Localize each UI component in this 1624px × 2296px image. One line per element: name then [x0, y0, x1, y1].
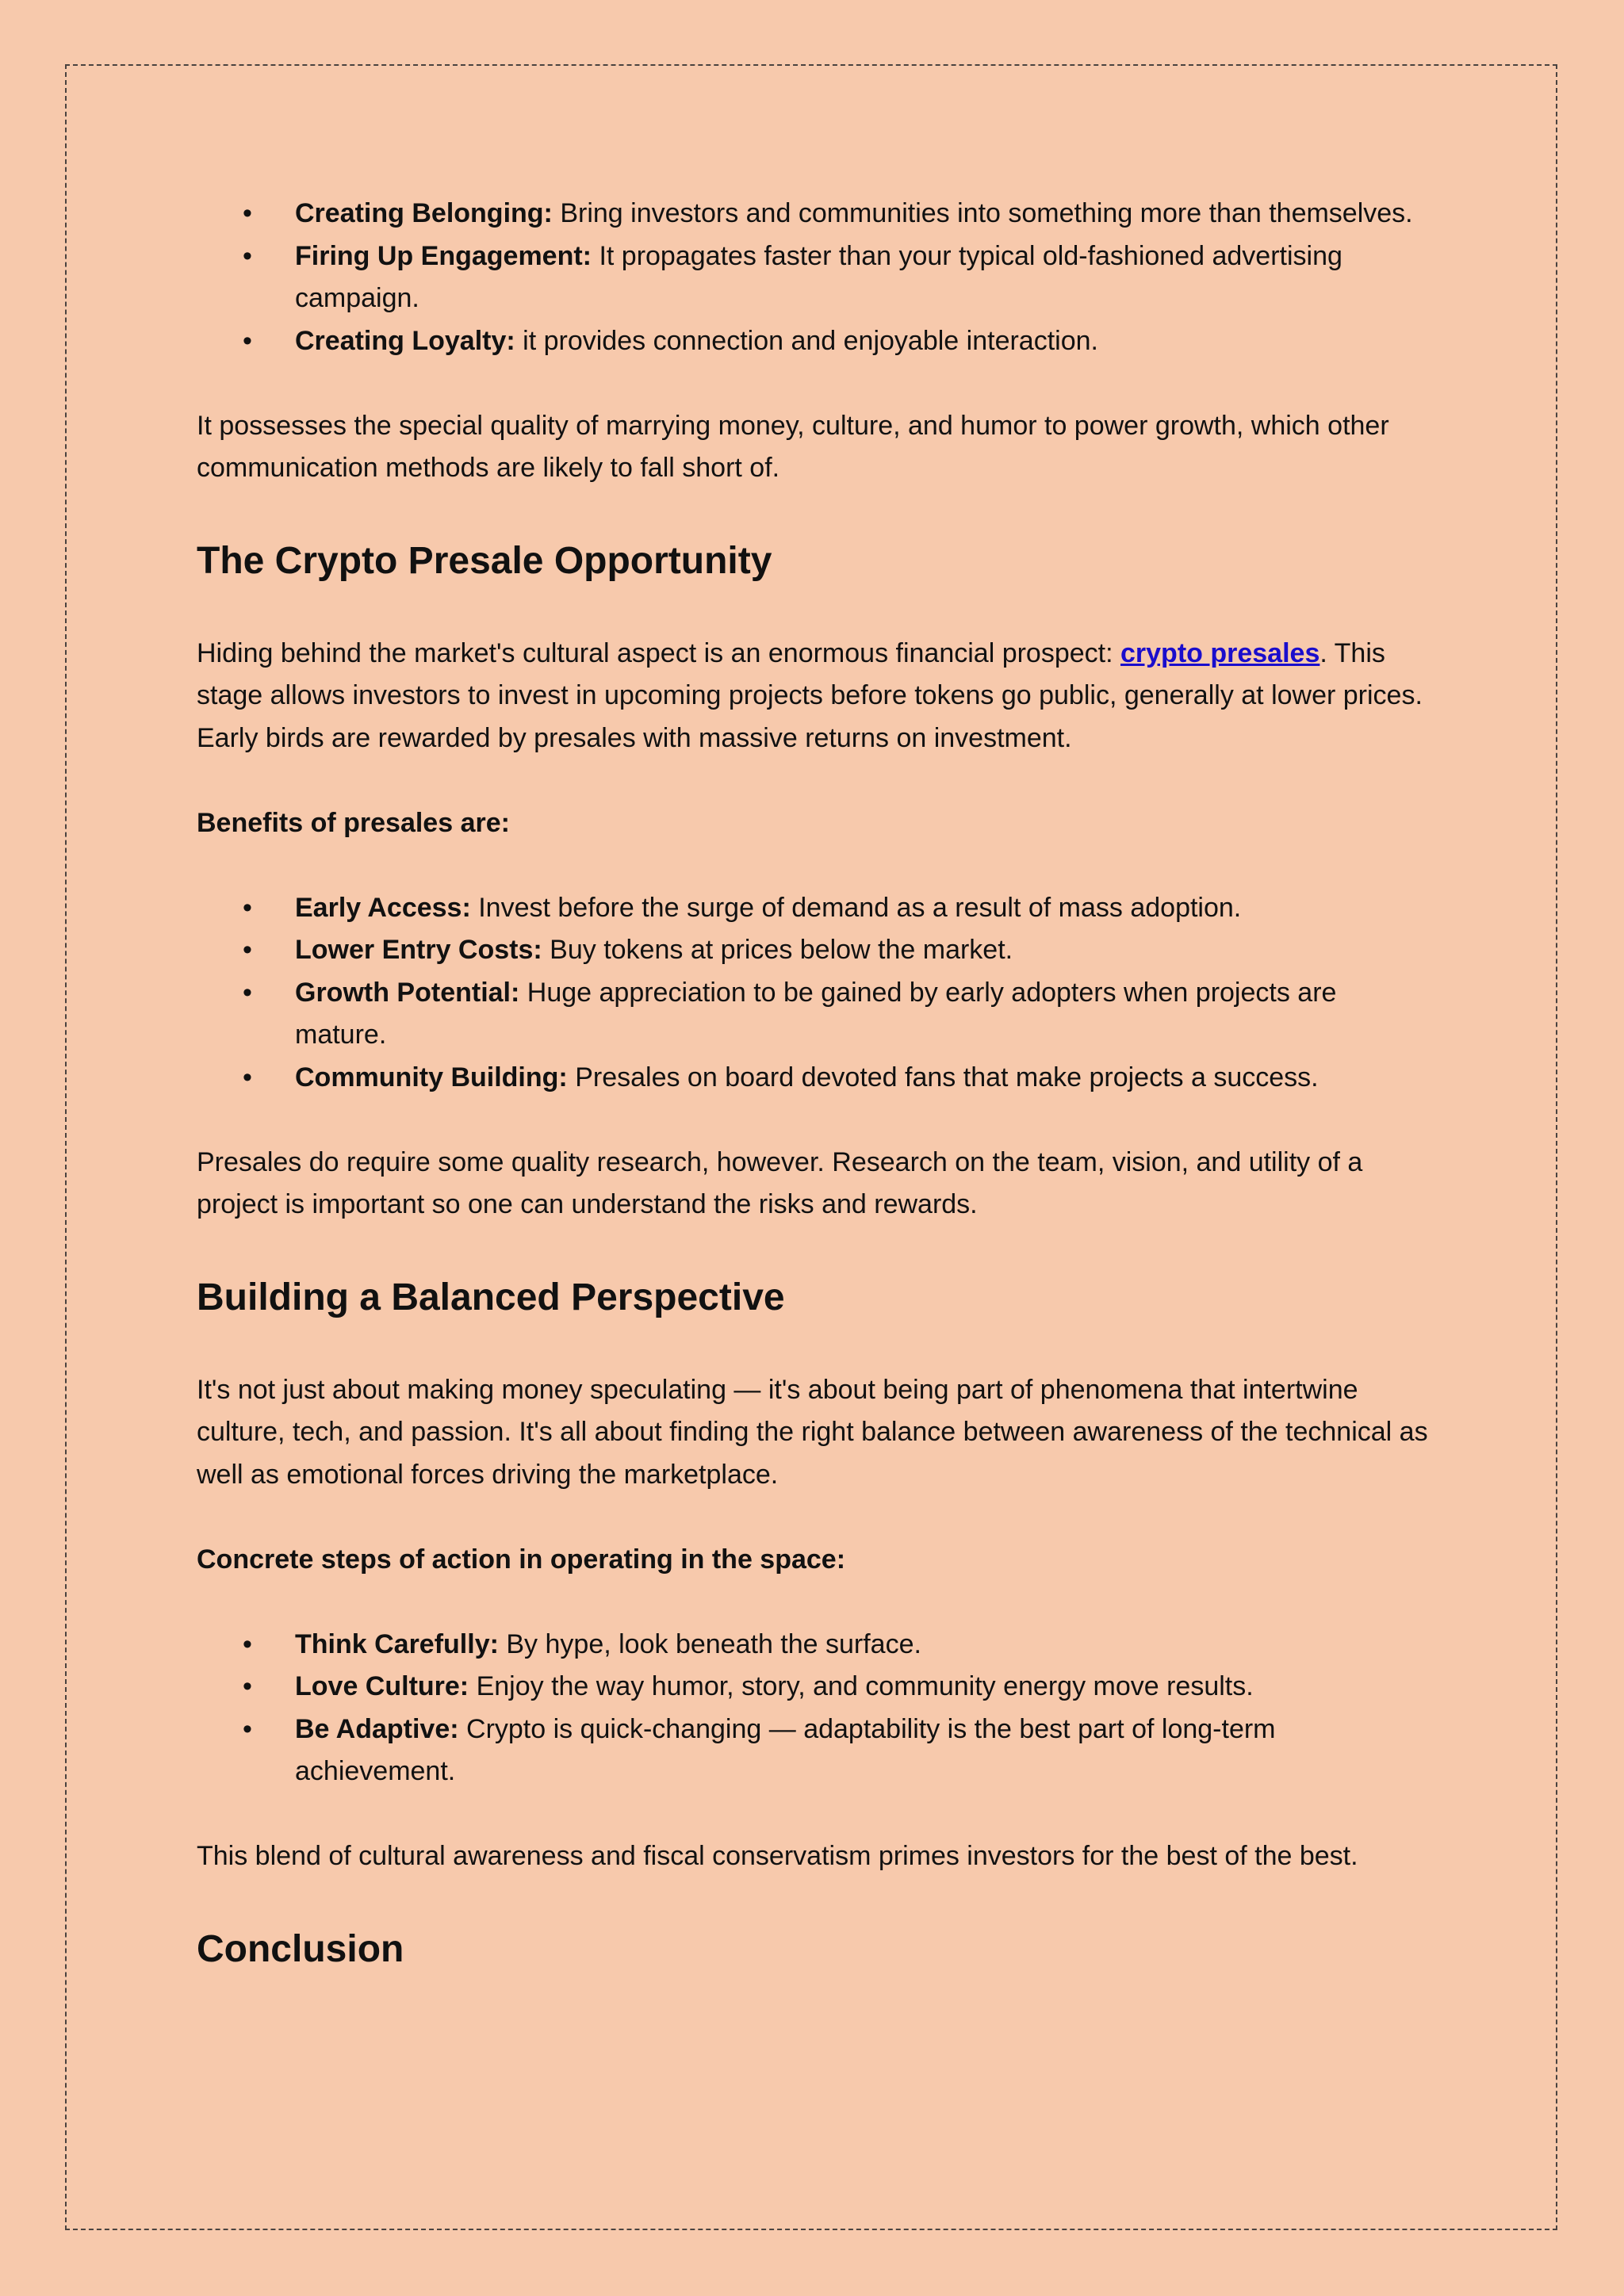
list-item-text: Buy tokens at prices below the market.: [542, 935, 1013, 965]
crypto-presales-link[interactable]: crypto presales: [1120, 637, 1320, 668]
paragraph: It possesses the special quality of marrying money, culture, and humor to power growth, which other communication methods are likely to fall short of.: [197, 410, 1389, 483]
list-item-title: Love Culture:: [295, 1671, 469, 1701]
list-item: [197, 929, 1434, 972]
steps-label: Concrete steps of action in operating in the space:: [197, 1544, 846, 1575]
list-item-title: Creating Belonging:: [295, 198, 553, 228]
list-item: [197, 1709, 1434, 1793]
paragraph-text: Hiding behind the market's cultural aspect is an enormous financial prospect:: [197, 637, 1120, 668]
list-item: [197, 193, 1434, 235]
list-item: [197, 1057, 1434, 1100]
list-item: [197, 887, 1434, 930]
list-item-title: Growth Potential:: [295, 977, 520, 1008]
list-item-title: Early Access:: [295, 892, 471, 923]
list-item-title: Lower Entry Costs:: [295, 935, 542, 965]
section-heading: The Crypto Presale Opportunity: [197, 539, 772, 582]
list-item-title: Creating Loyalty:: [295, 325, 515, 356]
list-item-text: it provides connection and enjoyable interaction.: [515, 325, 1098, 356]
list-item-title: Firing Up Engagement:: [295, 240, 592, 271]
list-item: [197, 972, 1434, 1057]
list-item-title: Be Adaptive:: [295, 1713, 459, 1744]
section-heading: Building a Balanced Perspective: [197, 1276, 785, 1318]
list-item-text: Crypto is quick-changing — adaptability is the best part of long-term achievement.: [295, 1713, 1276, 1786]
list-item-text: Huge appreciation to be gained by early adopters when projects are mature.: [295, 977, 1337, 1050]
benefits-label: Benefits of presales are:: [197, 807, 510, 838]
document-content: [197, 193, 1434, 1975]
list-item: [197, 1624, 1434, 1667]
section-heading: Conclusion: [197, 1927, 404, 1970]
paragraph: It's not just about making money speculating — it's about being part of phenomena that intertwine culture, tech, and passion. It's all about finding the right balance between awareness of the technical as well as emotional forces driving the marketplace.: [197, 1374, 1428, 1490]
paragraph: This blend of cultural awareness and fiscal conservatism primes investors for the best of the best.: [197, 1841, 1358, 1871]
paragraph: [197, 633, 1434, 760]
list-item: [197, 1666, 1434, 1709]
list-item-text: Invest before the surge of demand as a result of mass adoption.: [470, 892, 1242, 923]
paragraph-text: . This stage allows investors to invest in upcoming projects before tokens go public, generally at lower prices. Early birds are rewarded by presales with massive returns on investment.: [197, 637, 1423, 753]
list-item: [197, 320, 1434, 363]
list-item-title: Think Carefully:: [295, 1628, 499, 1659]
benefits-list: [197, 887, 1434, 1100]
paragraph: Presales do require some quality research, however. Research on the team, vision, and utility of a project is important so one can understand the risks and rewards.: [197, 1146, 1363, 1219]
list-item-title: Community Building:: [295, 1062, 568, 1093]
steps-list: [197, 1624, 1434, 1793]
list-item-text: By hype, look beneath the surface.: [498, 1628, 921, 1659]
list-item-text: It propagates faster than your typical old-fashioned advertising campaign.: [295, 240, 1342, 313]
belonging-list: [197, 193, 1434, 362]
list-item-text: Presales on board devoted fans that make projects a success.: [567, 1062, 1319, 1093]
list-item-text: Enjoy the way humor, story, and community energy move results.: [469, 1671, 1254, 1701]
list-item: [197, 235, 1434, 320]
list-item-text: Bring investors and communities into something more than themselves.: [552, 198, 1413, 228]
